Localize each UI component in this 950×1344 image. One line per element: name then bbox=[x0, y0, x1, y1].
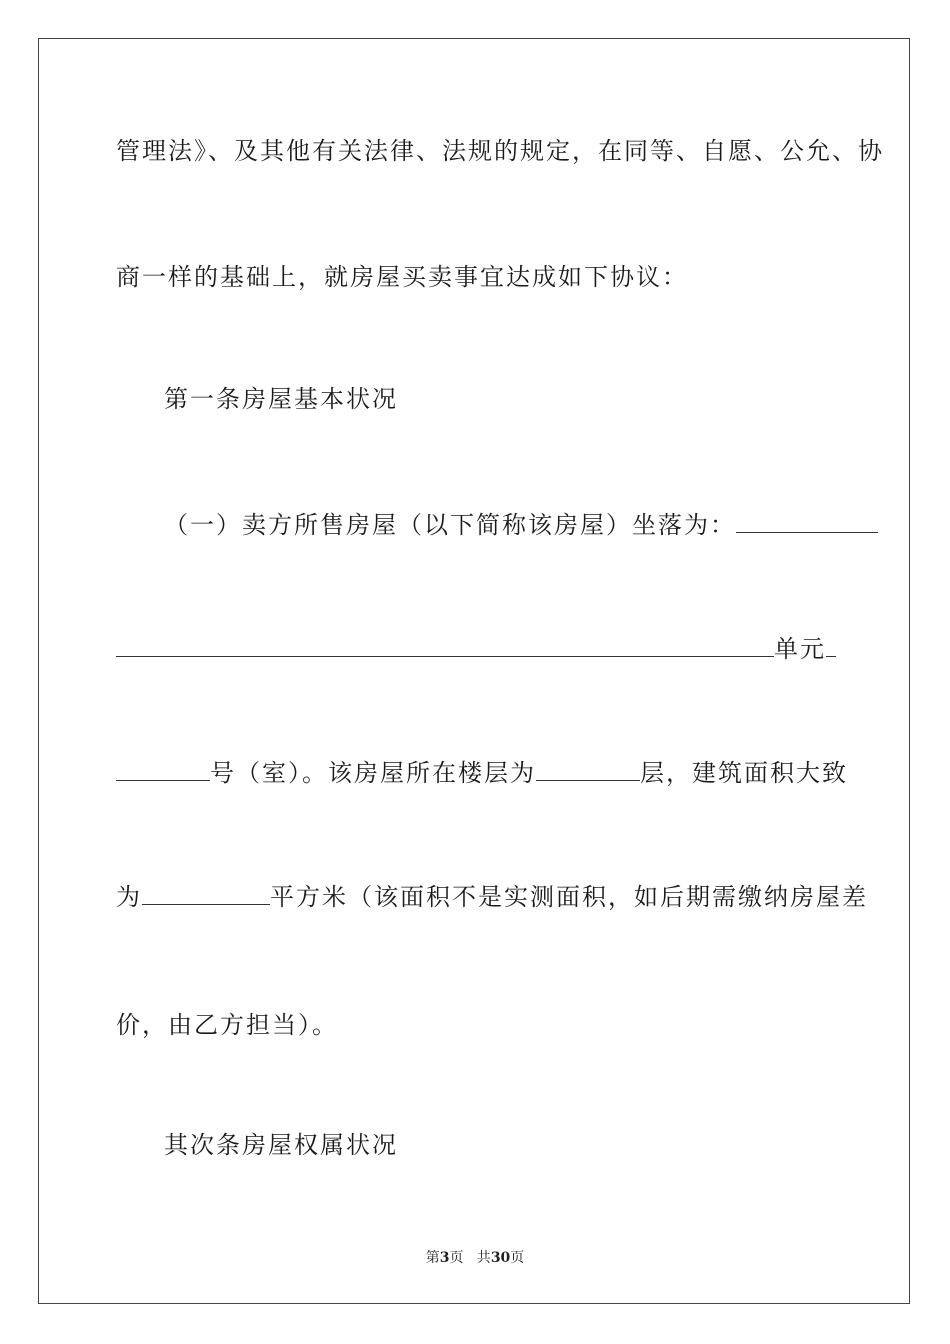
room-floor-label: 号（室）。该房屋所在楼层为 bbox=[210, 759, 536, 787]
area-blank[interactable] bbox=[142, 882, 270, 905]
area-label: 层，建筑面积大致 bbox=[640, 759, 848, 787]
page-frame bbox=[38, 38, 910, 1304]
text-line-room-floor bbox=[116, 758, 848, 788]
article-2-heading: 其次条房屋权属状况 bbox=[164, 1131, 398, 1159]
room-blank[interactable] bbox=[116, 758, 210, 781]
footer-page-number: 3 bbox=[439, 1250, 450, 1266]
floor-blank[interactable] bbox=[536, 758, 640, 781]
footer-mid: 页 共 bbox=[449, 1250, 491, 1266]
location-blank[interactable] bbox=[736, 510, 878, 533]
text-line-2: 商一样的基础上，就房屋买卖事宜达成如下协议： bbox=[116, 263, 688, 291]
text-line-location bbox=[164, 510, 834, 540]
area-note: 平方米（该面积不是实测面积，如后期需缴纳房屋差 bbox=[270, 883, 868, 911]
text-line-8: 价，由乙方担当）。 bbox=[116, 1011, 338, 1039]
unit-label: 单元 bbox=[774, 635, 826, 663]
location-label: （一）卖方所售房屋（以下简称该房屋）坐落为： bbox=[164, 511, 736, 539]
footer-suffix: 页 bbox=[510, 1250, 525, 1266]
area-prefix: 为 bbox=[116, 883, 142, 911]
text-line-area bbox=[116, 882, 868, 912]
page-footer bbox=[0, 1247, 950, 1267]
article-1-heading: 第一条房屋基本状况 bbox=[164, 385, 398, 413]
footer-total-pages: 30 bbox=[490, 1250, 511, 1266]
text-line-1: 管理法》、及其他有关法律、法规的规定，在同等、自愿、公允、协 bbox=[116, 137, 884, 165]
text-line-unit bbox=[116, 634, 834, 664]
unit-blank[interactable] bbox=[826, 634, 836, 657]
footer-prefix: 第 bbox=[425, 1250, 440, 1266]
address-blank[interactable] bbox=[116, 634, 774, 657]
